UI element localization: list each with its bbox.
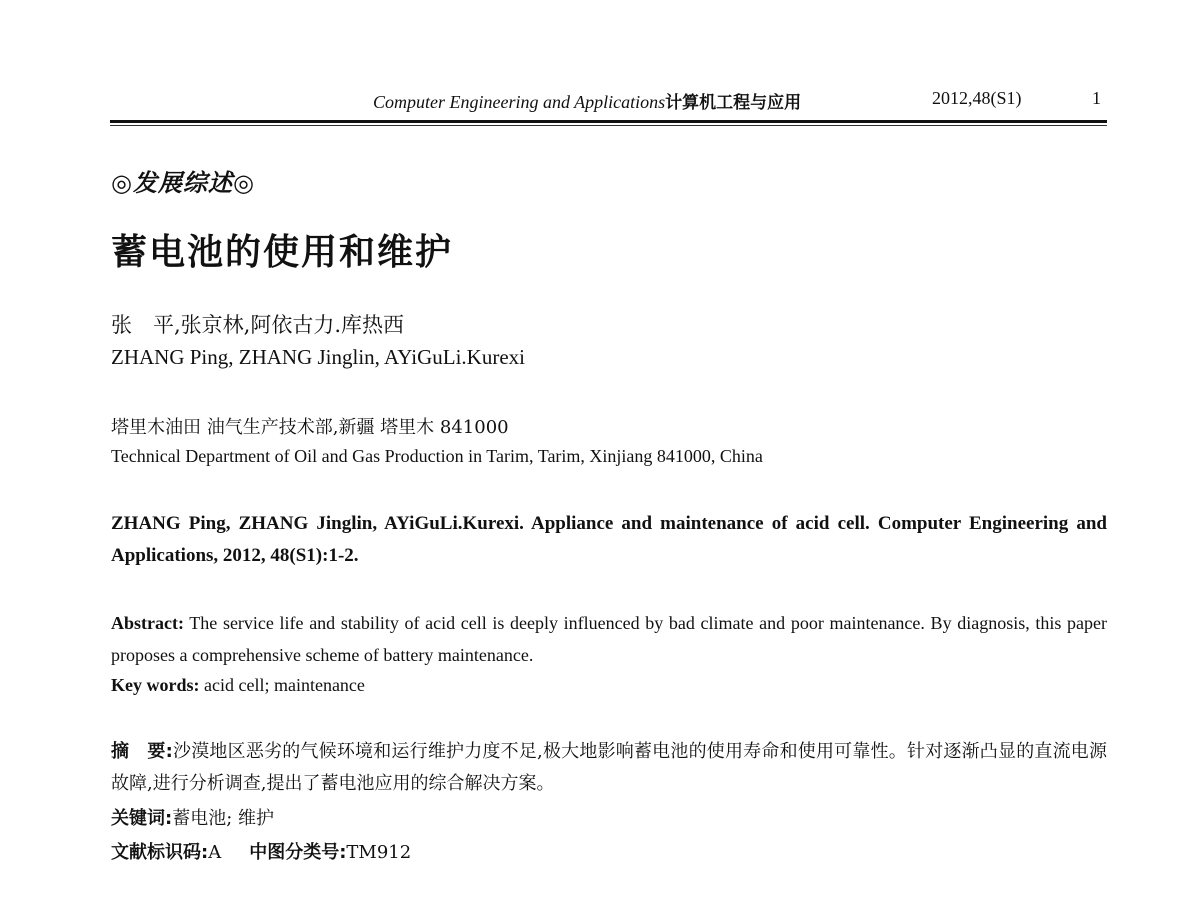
abstract-cn-label: 摘 要: bbox=[111, 741, 173, 762]
journal-name-cn: 计算机工程与应用 bbox=[665, 93, 802, 113]
journal-name-en: Computer Engineering and Applications bbox=[373, 92, 666, 112]
keywords-cn bbox=[111, 804, 274, 830]
abstract-en bbox=[111, 607, 1107, 671]
doc-code-label: 文献标识码: bbox=[111, 842, 209, 863]
header-rule-thick bbox=[110, 120, 1107, 123]
header-rule-thin bbox=[110, 125, 1107, 126]
classification-codes bbox=[111, 838, 411, 864]
abstract-cn bbox=[111, 736, 1107, 800]
abstract-en-text: The service life and stability of acid cell is deeply influenced by bad climate and poor maintenance. By diagnosis, this paper proposes a comprehensive scheme of battery maintenance. bbox=[111, 613, 1107, 665]
citation: ZHANG Ping, ZHANG Jinglin, AYiGuLi.Kurexi. Appliance and maintenance of acid cell. Computer Engineering and Applications, 2012, 48(S1):1-2. bbox=[111, 513, 1107, 566]
running-header bbox=[110, 88, 1105, 116]
keywords-en bbox=[111, 675, 365, 696]
authors-en: ZHANG Ping, ZHANG Jinglin, AYiGuLi.Kurexi bbox=[111, 345, 525, 369]
paper-title: 蓄电池的使用和维护 bbox=[111, 232, 454, 273]
section-tag: ◎发展综述◎ bbox=[111, 168, 255, 197]
page-number: 1 bbox=[1092, 88, 1101, 108]
journal-name bbox=[373, 88, 801, 113]
keywords-cn-label: 关键词: bbox=[111, 808, 173, 829]
abstract-en-label: Abstract: bbox=[111, 613, 184, 633]
issue-info: 2012,48(S1) bbox=[932, 88, 1022, 108]
authors-cn: 张 平,张京林,阿依古力.库热西 bbox=[111, 313, 405, 337]
keywords-en-label: Key words: bbox=[111, 675, 200, 695]
clc-code: TM912 bbox=[346, 842, 412, 863]
abstract-cn-text: 沙漠地区恶劣的气候环境和运行维护力度不足,极大地影响蓄电池的使用寿命和使用可靠性。针对逐渐凸显的直流电源故障,进行分析调查,提出了蓄电池应用的综合解决方案。 bbox=[111, 741, 1108, 794]
keywords-cn-text: 蓄电池; 维护 bbox=[172, 808, 274, 829]
clc-label: 中图分类号: bbox=[249, 842, 347, 863]
affiliation-en: Technical Department of Oil and Gas Production in Tarim, Tarim, Xinjiang 841000, China bbox=[111, 446, 763, 466]
affiliation-cn: 塔里木油田 油气生产技术部,新疆 塔里木 841000 bbox=[111, 417, 509, 438]
doc-code: A bbox=[208, 842, 222, 863]
keywords-en-text: acid cell; maintenance bbox=[199, 675, 365, 695]
